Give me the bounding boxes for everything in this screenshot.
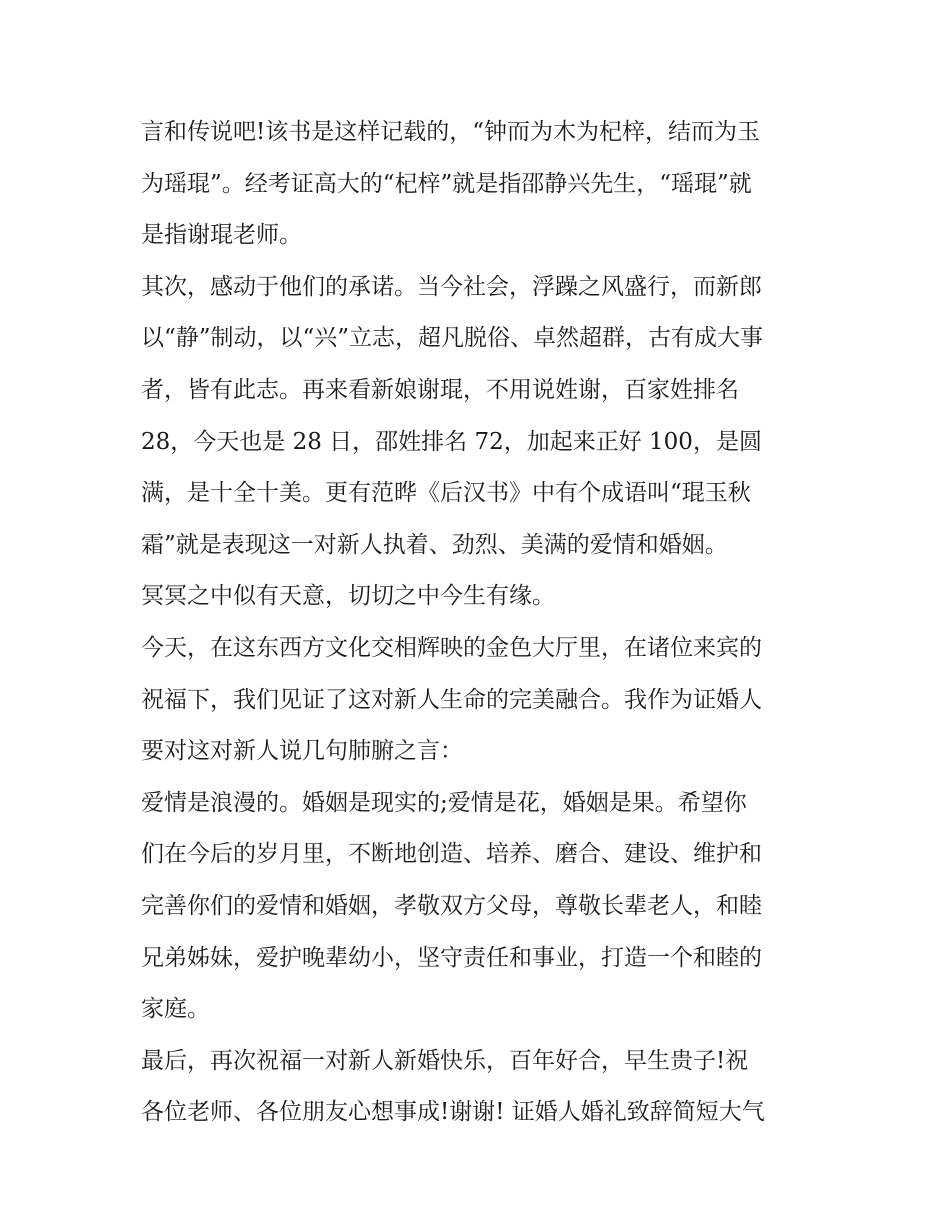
text-line: 以“静”制动，以“兴”立志，超凡脱俗、卓然超群，古有成大事 (141, 325, 764, 352)
text-line: 言和传说吧!该书是这样记载的，“钟而为木为杞梓，结而为玉 (141, 119, 761, 145)
text-line: 各位老师、各位朋友心想事成!谢谢! 证婚人婚礼致辞简短大气 (141, 1099, 765, 1126)
text-line: 霜”就是表现这一对新人执着、劲烈、美满的爱情和婚姻。 (141, 531, 728, 558)
text-line: 为瑶琨”。经考证高大的“杞梓”就是指邵静兴先生，“瑶琨”就 (141, 170, 752, 197)
text-line: 其次，感动于他们的承诺。当今社会，浮躁之风盛行，而新郎 (141, 273, 762, 300)
text-line: 要对这对新人说几句肺腑之言： (141, 738, 463, 765)
text-line: 满，是十全十美。更有范晔《后汉书》中有个成语叫“琨玉秋 (141, 480, 751, 507)
text-line: 是指谢琨老师。 (141, 222, 302, 249)
text-line: 今天，在这东西方文化交相辉映的金色大厅里，在诸位来宾的 (141, 634, 762, 661)
text-line: 冥冥之中似有天意，切切之中今生有缘。 (141, 583, 555, 610)
text-line: 们在今后的岁月里，不断地创造、培养、磨合、建设、维护和 (141, 841, 762, 868)
text-line: 完善你们的爱情和婚姻，孝敬双方父母，尊敬长辈老人，和睦 (141, 892, 762, 919)
text-line: 爱情是浪漫的。婚姻是现实的;爱情是花，婚姻是果。希望你 (141, 789, 747, 816)
text-line: 兄弟姊妹，爱护晚辈幼小，坚守责任和事业，打造一个和睦的 (141, 944, 762, 971)
text-line: 祝福下，我们见证了这对新人生命的完美融合。我作为证婚人 (141, 686, 762, 713)
text-line: 者，皆有此志。再来看新娘谢琨，不用说姓谢，百家姓排名 (141, 376, 739, 403)
text-line: 28，今天也是 28 日，邵姓排名 72，加起来正好 100，是圆 (141, 428, 762, 455)
text-line: 家庭。 (141, 996, 210, 1023)
document-body (141, 107, 813, 1139)
text-line: 最后，再次祝福一对新人新婚快乐，百年好合，早生贵子!祝 (141, 1047, 749, 1074)
